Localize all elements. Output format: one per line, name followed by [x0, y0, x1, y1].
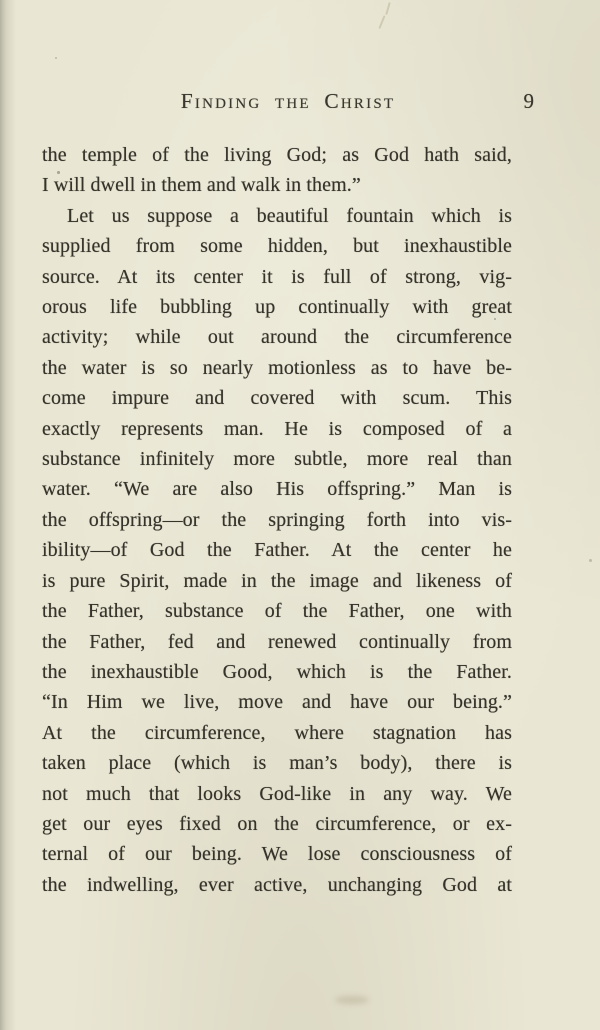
text-line: I will dwell in them and walk in them.”: [42, 174, 361, 197]
page-number: 9: [523, 89, 534, 113]
text-line: activity; while out around the circumference: [42, 326, 512, 349]
text-line: the indwelling, ever active, unchanging God at: [42, 873, 512, 896]
text-line: taken place (which is man’s body), there is: [42, 752, 512, 775]
pencil-stroke: [385, 2, 390, 15]
text-line: the Father, substance of the Father, one with: [42, 600, 512, 623]
text-line: Let us suppose a beautiful fountain which is: [67, 204, 512, 227]
text-line: the Father, fed and renewed continually from: [42, 630, 512, 653]
text-line: come impure and covered with scum. This: [42, 387, 512, 410]
paper-speck: [57, 171, 60, 174]
paper-speck: [589, 559, 592, 562]
text-line: “In Him we live, move and have our being.”: [42, 691, 512, 714]
text-line: At the circumference, where stagnation has: [42, 721, 512, 744]
text-line: the inexhaustible Good, which is the Father.: [42, 660, 512, 683]
text-line: supplied from some hidden, but inexhaustible: [42, 235, 512, 258]
text-line: substance infinitely more subtle, more real than: [42, 448, 512, 471]
text-line: is pure Spirit, made in the image and likeness of: [42, 569, 512, 592]
text-line: the water is so nearly motionless as to have be-: [42, 356, 512, 379]
text-line: orous life bubbling up continually with great: [42, 296, 512, 319]
pencil-stroke: [378, 15, 385, 29]
running-title: Finding the Christ: [180, 89, 396, 113]
text-line: get our eyes fixed on the circumference, or ex-: [42, 812, 512, 835]
text-line: not much that looks God-like in any way. We: [42, 782, 512, 805]
paper-speck: [55, 57, 57, 59]
pencil-mark: [374, 2, 398, 32]
text-line: the offspring—or the springing forth into vis-: [42, 508, 512, 531]
paper-speck: [494, 318, 496, 320]
text-line: ternal of our being. We lose consciousness of: [42, 843, 512, 866]
page-header: [42, 86, 534, 116]
text-line: exactly represents man. He is composed of a: [42, 417, 512, 440]
text-line: water. “We are also His offspring.” Man is: [42, 478, 512, 501]
paper-smudge: [335, 996, 369, 1004]
text-line: the temple of the living God; as God hath said,: [42, 144, 512, 166]
text-line: source. At its center it is full of strong, vig-: [42, 265, 512, 288]
text-line: ibility—of God the Father. At the center he: [42, 539, 512, 562]
page-body: [42, 140, 512, 900]
